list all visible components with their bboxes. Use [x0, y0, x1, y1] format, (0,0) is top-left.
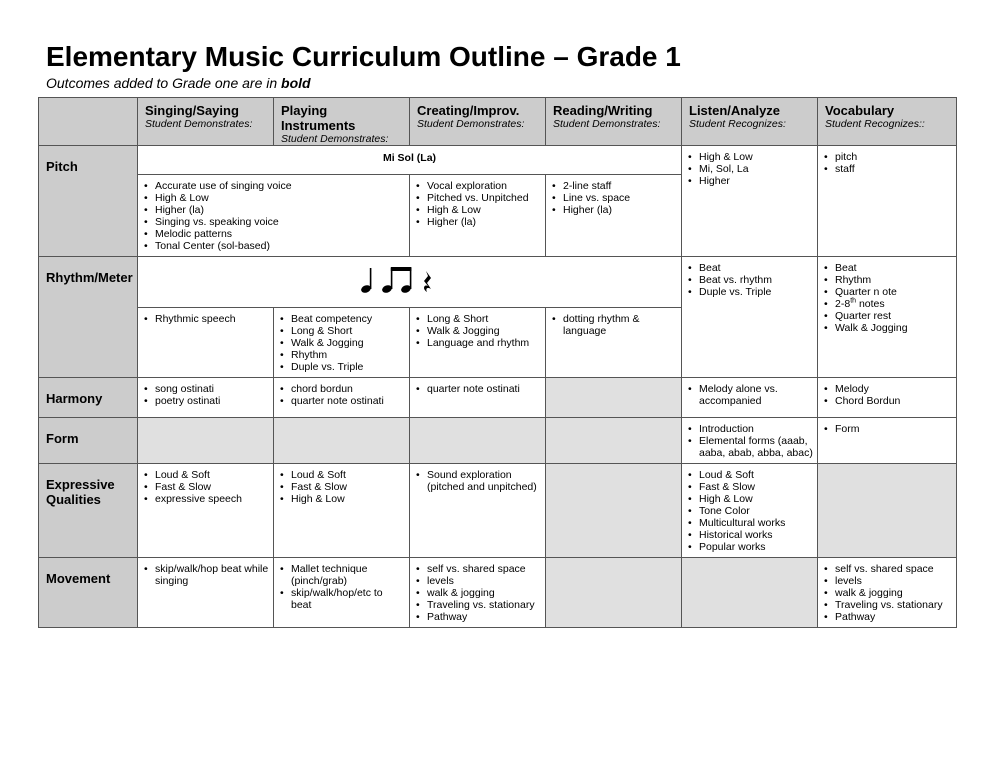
list-item: • Melody alone vs. accompanied: [699, 383, 813, 407]
list-item: • Beat: [699, 262, 813, 274]
movement-row: [39, 558, 957, 628]
list-item: • Mi, Sol, La: [699, 163, 813, 175]
column-subtitle: Student Demonstrates:: [145, 118, 253, 130]
form-row: [39, 418, 957, 464]
harmony-singing-list: [138, 378, 273, 410]
movement-creating-cell: [410, 558, 546, 628]
column-header: [546, 98, 682, 146]
list-item: • High & Low: [155, 192, 405, 204]
pitch-creating-list: [410, 175, 545, 231]
form-vocab-list: [818, 418, 956, 438]
eighth-superscript: th: [850, 297, 857, 305]
pitch-singing-list: [138, 175, 409, 255]
rhythm-creating-cell: [410, 308, 546, 378]
quarter-rest-icon: [424, 271, 431, 292]
list-item: • Language and rhythm: [427, 337, 541, 349]
list-item: • pitch: [835, 151, 952, 163]
movement-creating-list: [410, 558, 545, 626]
list-item: • Quarter rest: [835, 310, 952, 322]
pitch-listen-cell: [682, 146, 818, 257]
list-item: • Quarter n ote: [835, 286, 952, 298]
expressive-singing-cell: [138, 464, 274, 558]
movement-playing-list: [274, 558, 409, 614]
form-listen-list: [682, 418, 817, 462]
empty-cell: [274, 418, 410, 464]
page-title: Elementary Music Curriculum Outline – Grade 1: [46, 41, 681, 72]
pitch-reading-list: [546, 175, 681, 219]
list-item: • Beat competency: [291, 313, 405, 325]
list-item: • walk & jogging: [835, 587, 952, 599]
list-item: • High & Low: [291, 493, 405, 505]
list-item: • Fast & Slow: [699, 481, 813, 493]
column-header: [818, 98, 957, 146]
row-label-expressive: Expressive Qualities: [39, 464, 138, 558]
list-item: • song ostinati: [155, 383, 269, 395]
list-item: • self vs. shared space: [835, 563, 952, 575]
row-label-movement: Movement: [39, 558, 138, 628]
pitch-vocab-list: [818, 146, 956, 178]
harmony-vocab-cell: [818, 378, 957, 418]
eighth-count: 2-8: [835, 298, 851, 310]
list-item: • poetry ostinati: [155, 395, 269, 407]
expressive-listen-cell: [682, 464, 818, 558]
movement-singing-cell: [138, 558, 274, 628]
harmony-creating-cell: [410, 378, 546, 418]
empty-cell: [138, 418, 274, 464]
pitch-listen-list: [682, 146, 817, 190]
list-item: • 2-line staff: [563, 180, 677, 192]
list-item: • Pathway: [427, 611, 541, 623]
list-item: • Fast & Slow: [291, 481, 405, 493]
list-item: • Rhythm: [835, 274, 952, 286]
list-item: • Higher (la): [427, 216, 541, 228]
list-item: • staff: [835, 163, 952, 175]
empty-cell: [546, 378, 682, 418]
list-item: • Higher (la): [563, 204, 677, 216]
list-item: • High & Low: [427, 204, 541, 216]
list-item: • Walk & Jogging: [835, 322, 952, 334]
rhythm-playing-cell: [274, 308, 410, 378]
list-item: • Duple vs. Triple: [291, 361, 405, 373]
list-item: • Tone Color: [699, 505, 813, 517]
rhythm-singing-cell: [138, 308, 274, 378]
list-item: • Melody: [835, 383, 952, 395]
rhythm-banner: [138, 257, 682, 308]
rhythm-reading-list: [546, 308, 681, 340]
rhythm-vocab-cell: [818, 257, 957, 378]
list-item: • Introduction: [699, 423, 813, 435]
list-item: • Chord Bordun: [835, 395, 952, 407]
column-header: [274, 98, 410, 146]
column-subtitle: Student Demonstrates:: [417, 118, 525, 130]
list-item: • Beat vs. rhythm: [699, 274, 813, 286]
column-title: Vocabulary: [825, 103, 895, 118]
column-title: Creating/Improv.: [417, 103, 520, 118]
list-item: • Walk & Jogging: [291, 337, 405, 349]
list-item: • Higher: [699, 175, 813, 187]
column-subtitle: Student Demonstrates:: [281, 133, 389, 145]
header-row: [39, 98, 957, 146]
list-item: • expressive speech: [155, 493, 269, 505]
empty-cell: [546, 418, 682, 464]
list-item: • levels: [427, 575, 541, 587]
list-item: • quarter note ostinati: [427, 383, 541, 395]
list-item: • Singing vs. speaking voice: [155, 216, 405, 228]
list-item: • Beat: [835, 262, 952, 274]
rhythm-listen-list: [682, 257, 817, 301]
list-item: • Traveling vs. stationary: [835, 599, 952, 611]
form-vocab-cell: [818, 418, 957, 464]
list-item: • quarter note ostinati: [291, 395, 405, 407]
harmony-playing-list: [274, 378, 409, 410]
list-item: [835, 298, 952, 310]
list-item: • chord bordun: [291, 383, 405, 395]
empty-cell: [546, 558, 682, 628]
column-header: [682, 98, 818, 146]
list-item: • Long & Short: [427, 313, 541, 325]
list-item: • Loud & Soft: [699, 469, 813, 481]
pitch-banner: Mi Sol (La): [138, 146, 682, 175]
rhythm-creating-list: [410, 308, 545, 352]
empty-cell: [682, 558, 818, 628]
expressive-row: [39, 464, 957, 558]
eighth-suffix: notes: [856, 298, 885, 310]
subtitle-bold: bold: [281, 75, 311, 91]
list-item: • Popular works: [699, 541, 813, 553]
pitch-creating-cell: [410, 175, 546, 257]
column-subtitle: Student Recognizes:: [689, 118, 786, 130]
harmony-row: [39, 378, 957, 418]
column-title: Listen/Analyze: [689, 103, 781, 118]
movement-vocab-list: [818, 558, 956, 626]
list-item: • Multicultural works: [699, 517, 813, 529]
list-item: • Rhythm: [291, 349, 405, 361]
harmony-singing-cell: [138, 378, 274, 418]
column-subtitle: Student Recognizes::: [825, 118, 925, 130]
list-item: • Pathway: [835, 611, 952, 623]
column-header: [138, 98, 274, 146]
list-item: • Walk & Jogging: [427, 325, 541, 337]
empty-cell: [410, 418, 546, 464]
harmony-playing-cell: [274, 378, 410, 418]
row-label-rhythm: Rhythm/Meter: [39, 257, 138, 378]
list-item: • Form: [835, 423, 952, 435]
list-item: • skip/walk/hop/etc to beat: [291, 587, 405, 611]
harmony-listen-list: [682, 378, 817, 410]
rhythm-playing-list: [274, 308, 409, 376]
list-item: • self vs. shared space: [427, 563, 541, 575]
column-title: Playing Instruments: [281, 103, 356, 133]
pitch-banner-row: [39, 146, 957, 175]
list-item: • Loud & Soft: [155, 469, 269, 481]
expressive-creating-cell: [410, 464, 546, 558]
list-item: • Sound exploration (pitched and unpitched): [427, 469, 541, 493]
list-item: • dotting rhythm & language: [563, 313, 677, 337]
eighth-note-pair-icon: [381, 267, 412, 294]
list-item: • Long & Short: [291, 325, 405, 337]
list-item: • High & Low: [699, 493, 813, 505]
movement-vocab-cell: [818, 558, 957, 628]
list-item: • Higher (la): [155, 204, 405, 216]
subtitle-text: Outcomes added to Grade one are in: [46, 75, 282, 91]
curriculum-table: [38, 97, 957, 628]
expressive-creating-list: [410, 464, 545, 496]
list-item: • Mallet technique (pinch/grab): [291, 563, 405, 587]
list-item: • Duple vs. Triple: [699, 286, 813, 298]
list-item: • Melodic patterns: [155, 228, 405, 240]
expressive-playing-list: [274, 464, 409, 508]
harmony-listen-cell: [682, 378, 818, 418]
pitch-reading-cell: [546, 175, 682, 257]
rhythm-reading-cell: [546, 308, 682, 378]
list-item: • Pitched vs. Unpitched: [427, 192, 541, 204]
column-title: Reading/Writing: [553, 103, 653, 118]
rhythm-singing-list: [138, 308, 273, 328]
list-item: • Vocal exploration: [427, 180, 541, 192]
movement-playing-cell: [274, 558, 410, 628]
movement-singing-list: [138, 558, 273, 590]
list-item: • Elemental forms (aaab, aaba, abab, abba, abac): [699, 435, 813, 459]
form-listen-cell: [682, 418, 818, 464]
row-label-harmony: Harmony: [39, 378, 138, 418]
list-item: • skip/walk/hop beat while singing: [155, 563, 269, 587]
expressive-listen-list: [682, 464, 817, 556]
pitch-singing-cell: [138, 175, 410, 257]
rhythm-vocab-list: [818, 257, 956, 337]
list-item: • levels: [835, 575, 952, 587]
expressive-playing-cell: [274, 464, 410, 558]
rhythm-symbols: [360, 263, 460, 295]
pitch-vocab-cell: [818, 146, 957, 257]
row-label-pitch: Pitch: [39, 146, 138, 257]
page-subtitle: [46, 74, 311, 92]
list-item: • Line vs. space: [563, 192, 677, 204]
harmony-creating-list: [410, 378, 545, 398]
list-item: • Rhythmic speech: [155, 313, 269, 325]
list-item: • Historical works: [699, 529, 813, 541]
column-header: [410, 98, 546, 146]
list-item: • Traveling vs. stationary: [427, 599, 541, 611]
rhythm-listen-cell: [682, 257, 818, 378]
column-subtitle: Student Demonstrates:: [553, 118, 661, 130]
corner-cell: [39, 98, 138, 146]
list-item: • Accurate use of singing voice: [155, 180, 405, 192]
rhythm-banner-row: [39, 257, 957, 308]
row-label-form: Form: [39, 418, 138, 464]
list-item: • Loud & Soft: [291, 469, 405, 481]
list-item: • walk & jogging: [427, 587, 541, 599]
list-item: • High & Low: [699, 151, 813, 163]
expressive-singing-list: [138, 464, 273, 508]
list-item: • Tonal Center (sol-based): [155, 240, 405, 252]
quarter-note-icon: [360, 268, 372, 294]
harmony-vocab-list: [818, 378, 956, 410]
column-title: Singing/Saying: [145, 103, 239, 118]
list-item: • Fast & Slow: [155, 481, 269, 493]
empty-cell: [818, 464, 957, 558]
empty-cell: [546, 464, 682, 558]
